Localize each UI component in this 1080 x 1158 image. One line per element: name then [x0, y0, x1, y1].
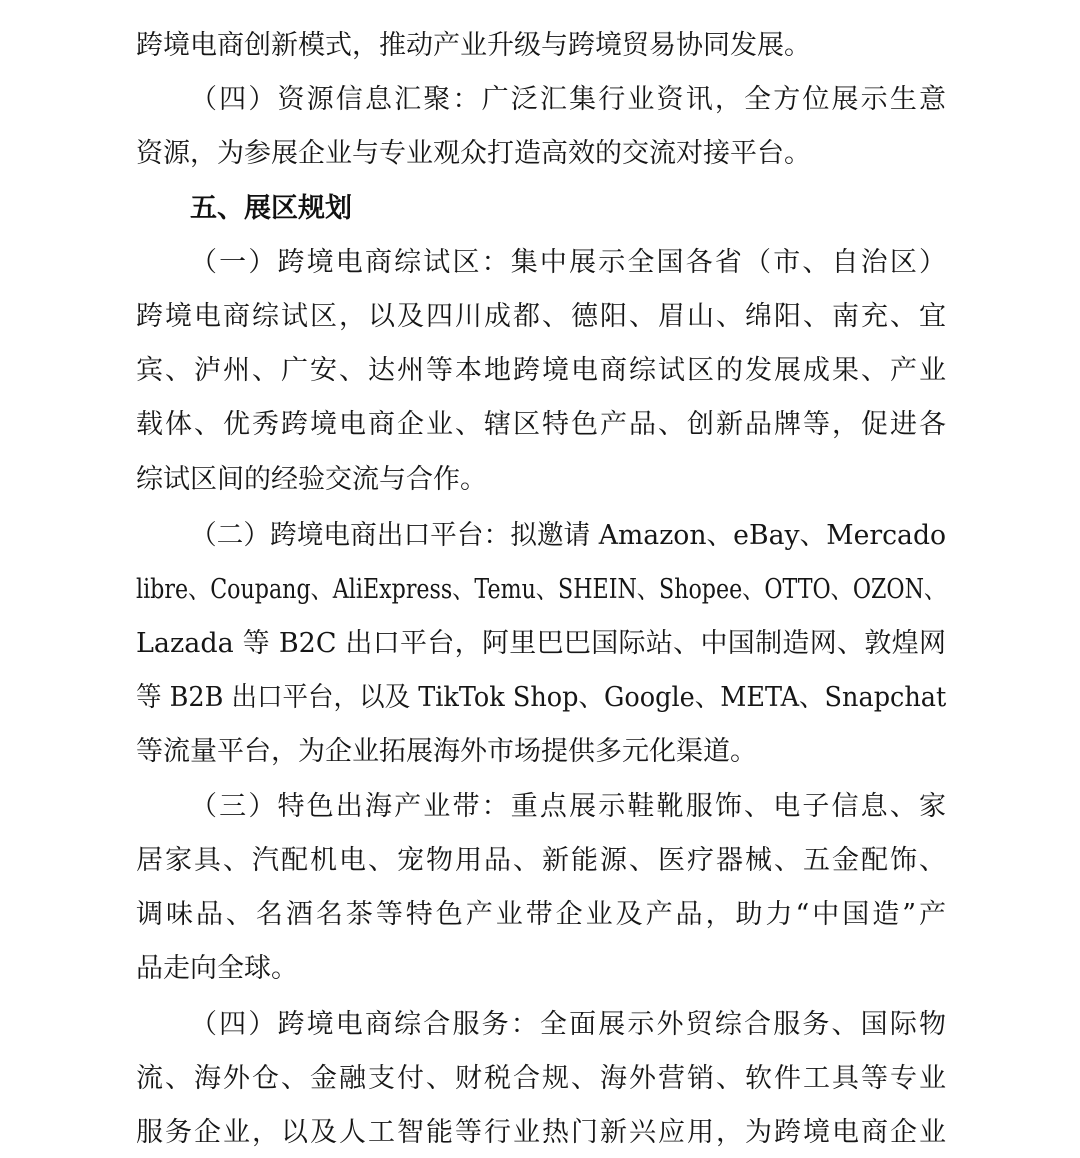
paragraph-line: 等 B2B 出口平台，以及 TikTok Shop、Google、META、Snapchat: [136, 682, 947, 713]
paragraph-line: （四）资源信息汇聚：广泛汇集行业资讯，全方位展示生意: [190, 84, 946, 115]
paragraph-line: （二）跨境电商出口平台：拟邀请 Amazon、eBay、Mercado: [190, 520, 947, 551]
paragraph-line: 跨境电商综试区，以及四川成都、德阳、眉山、绵阳、南充、宜: [136, 301, 946, 332]
paragraph-line: 载体、优秀跨境电商企业、辖区特色产品、创新品牌等，促进各: [136, 409, 946, 440]
paragraph-line: libre、Coupang、AliExpress、Temu、SHEIN、Shopee、OTTO、OZON、: [136, 574, 947, 605]
paragraph-line: 综试区间的经验交流与合作。: [136, 464, 487, 495]
paragraph-line: （三）特色出海产业带：重点展示鞋靴服饰、电子信息、家: [190, 791, 946, 822]
paragraph-line: Lazada 等 B2C 出口平台，阿里巴巴国际站、中国制造网、敦煌网: [136, 628, 946, 659]
paragraph-line: 品走向全球。: [136, 953, 298, 984]
section-heading: 五、展区规划: [190, 193, 352, 224]
paragraph-line: 流、海外仓、金融支付、财税合规、海外营销、软件工具等专业: [136, 1063, 946, 1094]
paragraph-line: 资源，为参展企业与专业观众打造高效的交流对接平台。: [136, 138, 811, 169]
paragraph-line: 服务企业，以及人工智能等行业热门新兴应用，为跨境电商企业: [136, 1117, 946, 1148]
paragraph-line: 宾、泸州、广安、达州等本地跨境电商综试区的发展成果、产业: [136, 355, 946, 386]
paragraph-line: （四）跨境电商综合服务：全面展示外贸综合服务、国际物: [190, 1009, 946, 1040]
paragraph-line: （一）跨境电商综试区：集中展示全国各省（市、自治区）: [190, 247, 946, 278]
paragraph-line: 调味品、名酒名茶等特色产业带企业及产品，助力“中国造”产: [136, 899, 946, 930]
paragraph-line: 跨境电商创新模式，推动产业升级与跨境贸易协同发展。: [136, 30, 811, 61]
paragraph-line: 等流量平台，为企业拓展海外市场提供多元化渠道。: [136, 736, 757, 767]
paragraph-line: 居家具、汽配机电、宠物用品、新能源、医疗器械、五金配饰、: [136, 845, 946, 876]
